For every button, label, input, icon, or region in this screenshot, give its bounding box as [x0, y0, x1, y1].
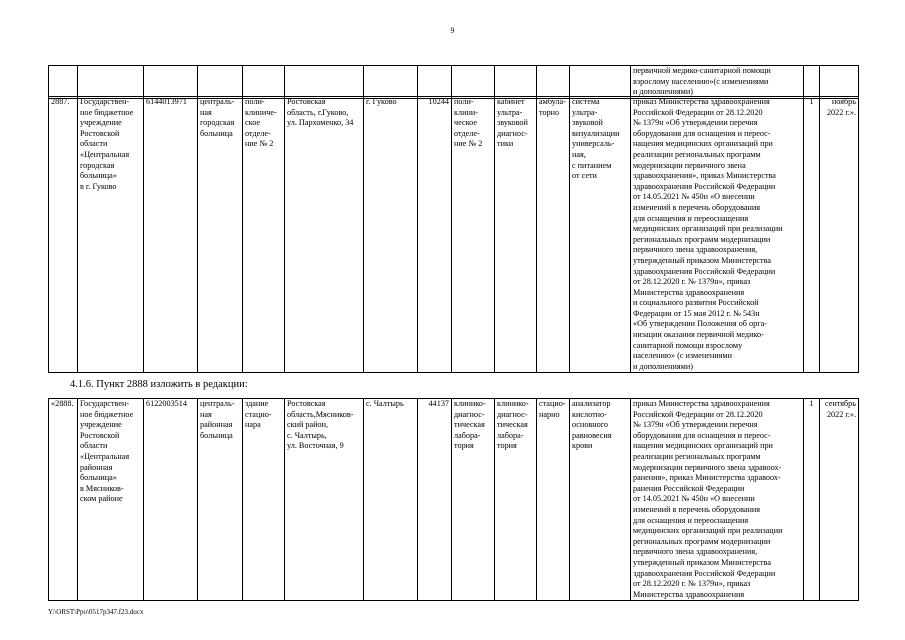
file-path-footer: Y:\ORST\Ppo\0517p347.f23.docx — [48, 608, 144, 616]
cell-type: централь- ная районная больница — [198, 399, 243, 601]
cell-city: г. Гуково — [364, 97, 418, 373]
table-row-2887 — [48, 96, 859, 373]
cell-date: ноябрь 2022 г.». — [820, 97, 859, 373]
cell-legal-basis: приказ Министерства здравоохранения Российской Федерации от 28.12.2020 № 1379н «Об утверждении перечня оборудования для оснащения и переос- нащения медицинских организаций при реализации региональных программ модернизации первичного звена здравоох- ранения», приказ Министерства здравоох- ранения Российской Федерации от 14.05.2021 № 450н «О внесении изменений в перечень оборудования для оснащения и переоснащения медицинских организаций при реализации региональных программ модернизации первичного звена здравоохранения, утвержденный приказом Министерства здравоохранения Российской Федерации от 28.12.2020 г. № 1379н», приказ Министерства здравоохранения — [631, 399, 804, 601]
cell-quantity: 1 — [804, 97, 820, 373]
cell-legal-basis: первичной медико-санитарной помощи взрослому населению»(с изменениями и дополнениями) — [631, 66, 804, 99]
cell-equipment: анализатор кислотно- основного равновесия крови — [570, 399, 631, 601]
cell-room — [495, 66, 537, 99]
cell-address: Ростовская область, г.Гуково, ул. Пархоменко, 34 — [285, 97, 364, 373]
cell-institution: Государствен- ное бюджетное учреждение Ростовской области «Центральная городская больница» в г. Гуково — [78, 97, 144, 373]
cell-subdivision: поли- клиниче- ское отделе- ние № 2 — [243, 97, 285, 373]
cell-date — [820, 66, 859, 99]
cell-care-form — [537, 66, 570, 99]
cell-subdivision: здание стацио- нара — [243, 399, 285, 601]
cell-address — [285, 66, 364, 99]
cell-legal-basis: приказ Министерства здравоохранения Российской Федерации от 28.12.2020 № 1379н «Об утверждении перечня оборудования для оснащения и переос- нащения медицинских организаций при реализации региональных программ модернизации первичного звена здравоохранения», приказ Министерства здравоохранения Российской Федерации от 14.05.2021 № 450н «О внесении изменений в перечень оборудования для оснащения и переоснащения медицинских организаций при реализации региональных программ модернизации первичного звена здравоохранения, утвержденный приказом Министерства здравоохранения Российской Федерации от 28.12.2020 г. № 1379н», приказ Министерства здравоохранения и социального развития Российской Федерации от 15 мая 2012 г. № 543н «Об утверждении Положения об орга- низации оказания первичной медико- санитарной помощи взрослому населению» (с изменениями и дополнениями) — [631, 97, 804, 373]
table-top-fragment — [48, 65, 859, 99]
page-number: 9 — [450, 26, 455, 35]
cell-room: кабинет ультра- звуковой диагнос- тики — [495, 97, 537, 373]
cell-number — [49, 66, 78, 99]
cell-date: сентябрь 2022 г.». — [820, 399, 859, 601]
amendment-paragraph: 4.1.6. Пункт 2888 изложить в редакции: — [70, 379, 248, 390]
cell-department: клинико- диагнос- тическая лабора- тория — [452, 399, 495, 601]
cell-institution — [78, 66, 144, 99]
cell-postcode: 10244 — [418, 97, 452, 373]
cell-city: с. Чалтырь — [364, 399, 418, 601]
table-row-2888 — [48, 398, 859, 601]
cell-type — [198, 66, 243, 99]
cell-care-form: амбула- торно — [537, 97, 570, 373]
cell-inn — [144, 66, 198, 99]
cell-inn: 6122003514 — [144, 399, 198, 601]
cell-department: поли- клини- ческое отделе- ние № 2 — [452, 97, 495, 373]
cell-postcode — [418, 66, 452, 99]
cell-postcode: 44137 — [418, 399, 452, 601]
cell-care-form: стацио- нарно — [537, 399, 570, 601]
table-row — [49, 399, 859, 601]
table-row — [49, 97, 859, 373]
cell-department — [452, 66, 495, 99]
cell-inn: 6144013971 — [144, 97, 198, 373]
cell-equipment: система ультра- звуковой визуализации универсаль- ная, с питанием от сети — [570, 97, 631, 373]
cell-room: клинико- диагнос- тическая лабора- тория — [495, 399, 537, 601]
cell-subdivision — [243, 66, 285, 99]
cell-city — [364, 66, 418, 99]
cell-quantity: 1 — [804, 399, 820, 601]
cell-number: «2888. — [49, 399, 78, 601]
cell-type: централь- ная городская больница — [198, 97, 243, 373]
cell-equipment — [570, 66, 631, 99]
cell-institution: Государствен- ное бюджетное учреждение Ростовской области «Центральная районная больница» в Мясников- ском районе — [78, 399, 144, 601]
cell-quantity — [804, 66, 820, 99]
table-row — [49, 66, 859, 99]
cell-address: Ростовская область,Мясников- ский район, с. Чалтырь, ул. Восточная, 9 — [285, 399, 364, 601]
cell-number: 2887. — [49, 97, 78, 373]
